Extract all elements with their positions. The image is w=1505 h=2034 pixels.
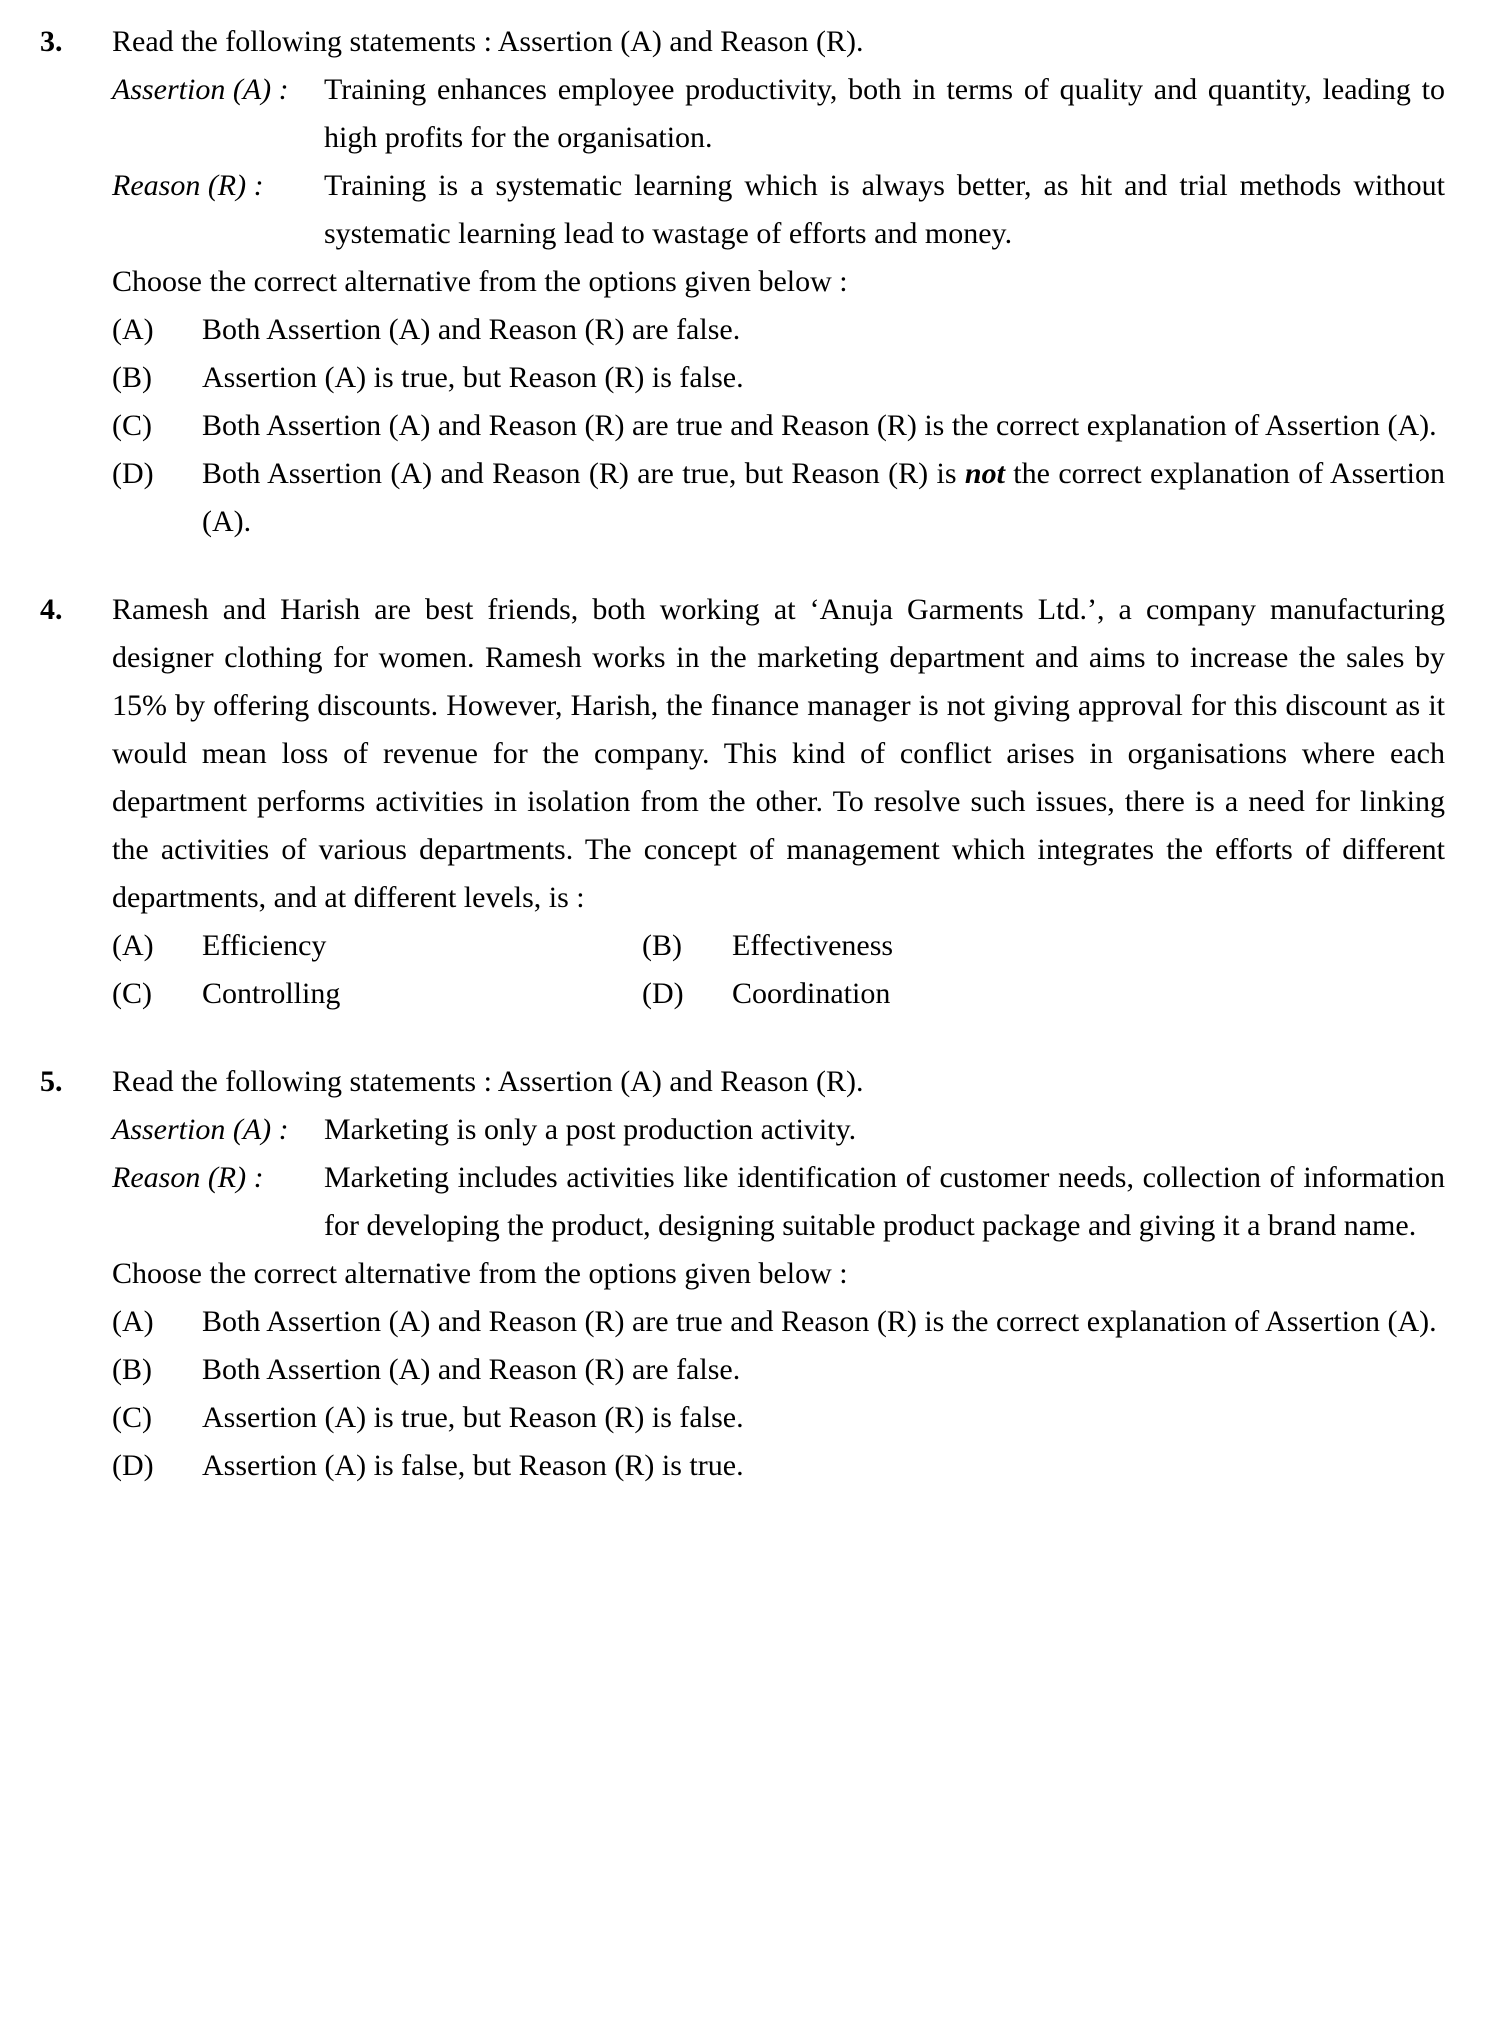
question-3-option-a[interactable]	[112, 306, 1445, 354]
option-key: (C)	[112, 409, 152, 442]
option-key: (C)	[112, 1401, 152, 1434]
question-3-assertion-row	[112, 66, 1445, 162]
question-4-option-c[interactable]	[112, 970, 642, 1018]
option-key: (C)	[112, 977, 152, 1010]
option-label: Both Assertion (A) and Reason (R) are true and Reason (R) is the correct explanation of Assertion (A).	[202, 1305, 1437, 1338]
option-label: Both Assertion (A) and Reason (R) are true and Reason (R) is the correct explanation of Assertion (A).	[202, 409, 1437, 442]
question-4	[38, 586, 1445, 1018]
section-spacer	[38, 1018, 1445, 1058]
question-5-number: 5.	[40, 1065, 63, 1098]
option-key: (D)	[112, 457, 154, 490]
question-3-number: 3.	[40, 25, 63, 58]
question-4-option-b[interactable]	[642, 922, 1445, 970]
question-5-assertion-row	[112, 1106, 1445, 1154]
option-label: Effectiveness	[732, 929, 894, 962]
question-5-option-c[interactable]	[112, 1394, 1445, 1442]
question-4-options	[112, 922, 1445, 1018]
question-3	[38, 18, 1445, 546]
question-5-assertion-label: Assertion (A) :	[112, 1113, 289, 1146]
option-key: (A)	[112, 1305, 154, 1338]
question-4-body	[112, 586, 1445, 1018]
question-3-reason-text: Training is a systematic learning which is always better, as hit and trial methods without systematic learning lead to wastage of efforts and money.	[324, 169, 1445, 250]
option-label: Coordination	[732, 977, 891, 1010]
question-3-option-b[interactable]	[112, 354, 1445, 402]
question-5-reason-label: Reason (R) :	[112, 1161, 264, 1194]
question-4-number: 4.	[40, 593, 63, 626]
option-key: (A)	[112, 313, 154, 346]
question-3-assertion-label: Assertion (A) :	[112, 73, 289, 106]
option-key: (B)	[642, 929, 682, 962]
question-3-option-c[interactable]	[112, 402, 1445, 450]
question-5-option-a[interactable]	[112, 1298, 1445, 1346]
question-4-option-d[interactable]	[642, 970, 1445, 1018]
option-key: (D)	[642, 977, 684, 1010]
question-3-reason-row	[112, 162, 1445, 258]
question-5-body	[112, 1058, 1445, 1490]
option-label: Both Assertion (A) and Reason (R) are false.	[202, 313, 741, 346]
option-label-part1: Both Assertion (A) and Reason (R) are true, but Reason (R) is	[202, 457, 965, 490]
question-3-choose-instruction: Choose the correct alternative from the options given below :	[112, 265, 848, 298]
question-5-assertion-text: Marketing is only a post production activity.	[324, 1113, 857, 1146]
option-key: (D)	[112, 1449, 154, 1482]
question-5-reason-text: Marketing includes activities like identification of customer needs, collection of information for developing the product, designing suitable product package and giving it a brand name.	[324, 1161, 1445, 1242]
option-key: (B)	[112, 361, 152, 394]
question-5-lead: Read the following statements : Assertion (A) and Reason (R).	[112, 1065, 864, 1098]
option-label: Assertion (A) is true, but Reason (R) is false.	[202, 1401, 744, 1434]
option-key: (B)	[112, 1353, 152, 1386]
question-5-choose-instruction: Choose the correct alternative from the options given below :	[112, 1257, 848, 1290]
question-5-option-b[interactable]	[112, 1346, 1445, 1394]
option-label-part2: the correct explanation of Assertion (A).	[202, 457, 1445, 538]
question-3-reason-label: Reason (R) :	[112, 169, 264, 202]
option-label: Efficiency	[202, 929, 327, 962]
option-label: Assertion (A) is true, but Reason (R) is false.	[202, 361, 744, 394]
question-5-option-d[interactable]	[112, 1442, 1445, 1490]
option-key: (A)	[112, 929, 154, 962]
question-5-reason-row	[112, 1154, 1445, 1250]
question-3-body	[112, 18, 1445, 546]
option-label: Assertion (A) is false, but Reason (R) is true.	[202, 1449, 744, 1482]
option-label: Both Assertion (A) and Reason (R) are false.	[202, 1353, 741, 1386]
question-3-option-d[interactable]	[112, 450, 1445, 546]
question-4-option-a[interactable]	[112, 922, 642, 970]
question-4-passage: Ramesh and Harish are best friends, both working at ‘Anuja Garments Ltd.’, a company manufacturing designer clothing for women. Ramesh works in the marketing department and aims to increase the sales by 15% by offering discounts. However, Harish, the finance manager is not giving approval for this discount as it would mean loss of revenue for the company. This kind of conflict arises in organisations where each department performs activities in isolation from the other. To resolve such issues, there is a need for linking the activities of various departments. The concept of management which integrates the efforts of different departments, and at different levels, is :	[112, 593, 1445, 914]
question-5	[38, 1058, 1445, 1490]
question-3-lead: Read the following statements : Assertion (A) and Reason (R).	[112, 25, 864, 58]
question-3-assertion-text: Training enhances employee productivity, both in terms of quality and quantity, leading to high profits for the organisation.	[324, 73, 1445, 154]
section-spacer	[38, 546, 1445, 586]
option-label	[202, 450, 1445, 546]
option-label-emphasis: not	[964, 457, 1005, 490]
option-label: Controlling	[202, 977, 341, 1010]
